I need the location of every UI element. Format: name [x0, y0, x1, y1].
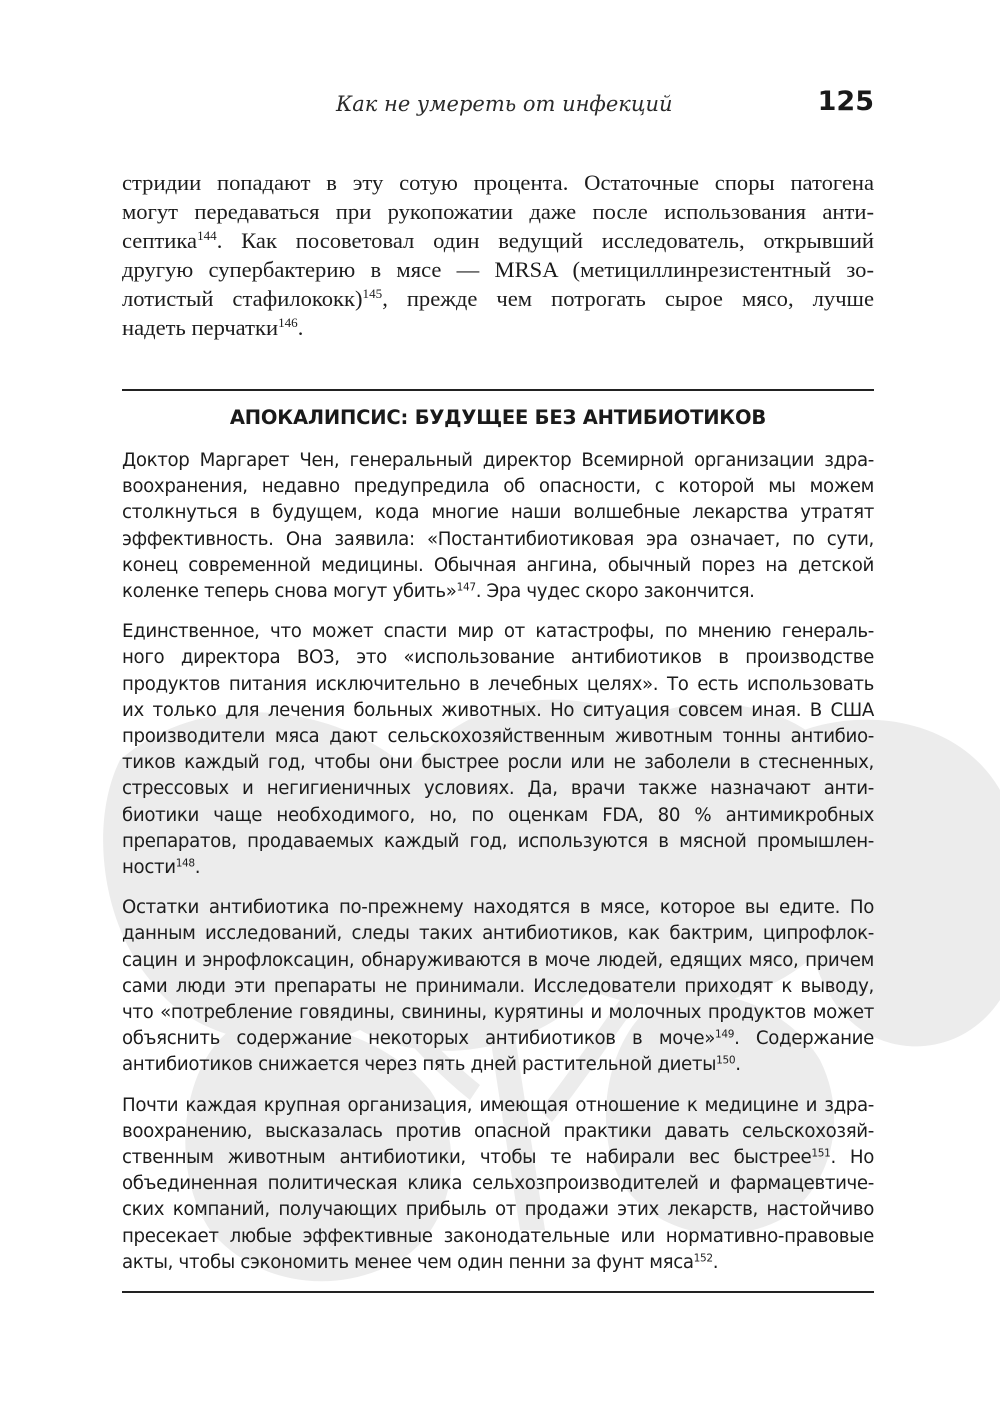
text-line: ности$^{148}$. — [122, 857, 201, 879]
text-line: тиков каждый год, чтобы они быстрее росли или не заболели в стесненных, — [122, 752, 874, 774]
text-line: могут передаваться при рукопожатии даже после использования анти- — [122, 199, 874, 224]
footnote-ref[interactable]: 145 — [362, 285, 383, 301]
sidebar-paragraph-1 — [122, 448, 874, 605]
footnote-ref[interactable]: 149 — [715, 1028, 735, 1041]
sidebar-paragraph-4 — [122, 1093, 874, 1276]
text-line: ственным животным антибиотики, чтобы те набирали вес быстрее$^{151}$. Но — [122, 1147, 875, 1169]
text-line: коленке теперь снова могут убить»$^{147}$. Эра чудес скоро закончится. — [122, 581, 755, 603]
footnote-ref[interactable]: 151 — [811, 1147, 831, 1160]
text-line: сами люди эти препараты не принимали. Исследователи приходят к выводу, — [122, 975, 874, 997]
running-title: Как не умереть от инфекций — [336, 92, 673, 116]
text-line: ного директора ВОЗ, это «использование антибиотиков в производстве — [122, 647, 874, 669]
text-line: лотистый стафилококк)$^{145}$, прежде чем потрогать сырое мясо, лучше — [122, 285, 874, 311]
footnote-ref[interactable]: 148 — [175, 857, 195, 870]
text-line: стридии попадают в эту сотую процента. Остаточные споры патогена — [122, 170, 874, 195]
text-line: сацин и энрофлоксацин, обнаруживаются в моче людей, едящих мясо, причем — [122, 949, 874, 971]
footnote-ref[interactable]: 152 — [693, 1252, 713, 1265]
sidebar-top-rule — [122, 389, 874, 391]
main-text-block — [122, 168, 874, 342]
text-line: Единственное, что может спасти мир от катастрофы, по мнению генераль- — [122, 621, 874, 643]
text-line: конец современной медицины. Обычная ангина, обычный порез на детской — [122, 554, 874, 576]
text-line: ских компаний, получающих прибыль от продажи этих лекарств, настойчиво — [122, 1199, 874, 1221]
sidebar-paragraph-3 — [122, 895, 874, 1078]
sidebar-title: АПОКАЛИПСИС: БУДУЩЕЕ БЕЗ АНТИБИОТИКОВ — [229, 406, 767, 429]
text-line: эффективность. Она заявила: «Постантибиотиковая эра означает, по сути, — [122, 528, 874, 550]
text-line: другую супербактерию в мясе — MRSA (метициллинрезистентный зо- — [122, 257, 874, 282]
text-line: их только для лечения больных животных. Но ситуация совсем иная. В США — [122, 699, 874, 721]
text-line: продуктов питания исключительно в лечебных целях». То есть использовать — [122, 673, 874, 695]
running-header — [122, 86, 874, 122]
footnote-ref[interactable]: 146 — [278, 314, 298, 330]
text-line: септика$^{144}$. Как посоветовал один ведущий исследователь, открывший — [122, 227, 874, 253]
text-line: биотики чаще необходимого, но, по оценкам FDA, 80 % антимикробных — [122, 804, 874, 826]
text-line: надеть перчатки$^{146}$. — [122, 314, 304, 340]
text-line: данным исследований, следы таких антибиотиков, как бактрим, ципрофлок- — [122, 923, 874, 945]
sidebar-body — [122, 448, 874, 1290]
text-line: что «потребление говядины, свинины, курятины и молочных продуктов может — [122, 1002, 874, 1024]
footnote-ref[interactable]: 150 — [716, 1054, 736, 1067]
page-number: 125 — [817, 86, 874, 117]
text-line: объединенная политическая клика сельхозпроизводителей и фармацевтиче- — [122, 1173, 874, 1195]
text-line: пресекает любые эффективные законодательные или нормативно-правовые — [122, 1225, 874, 1247]
sidebar-bottom-rule — [122, 1291, 874, 1293]
text-line: воохранения, недавно предупредила об опасности, с которой мы можем — [122, 476, 874, 498]
footnote-ref[interactable]: 144 — [197, 227, 217, 243]
text-line: стрессовых и негигиеничных условиях. Да, врачи также назначают анти- — [122, 778, 874, 800]
text-line: производители мяса дают сельскохозяйственным животным тонны антибио- — [122, 726, 874, 748]
text-line: Почти каждая крупная организация, имеющая отношение к медицине и здра- — [122, 1094, 874, 1116]
text-line: объяснить содержание некоторых антибиотиков в моче»$^{149}$. Содержание — [122, 1028, 874, 1050]
footnote-ref[interactable]: 147 — [456, 581, 476, 594]
text-line: акты, чтобы сэкономить менее чем один пенни за фунт мяса$^{152}$. — [122, 1251, 719, 1273]
main-paragraph — [122, 168, 874, 342]
text-line: препаратов, продаваемых каждый год, используются в мясной промышлен- — [122, 830, 874, 852]
text-line: Остатки антибиотика по-прежнему находятся в мясе, которое вы едите. По — [122, 897, 874, 919]
text-line: Доктор Маргарет Чен, генеральный директор Всемирной организации здра- — [122, 450, 874, 471]
text-line: столкнуться в будущем, кода многие наши волшебные лекарства утратят — [122, 502, 874, 524]
text-line: воохранению, высказалась против опасной практики давать сельскохозяй- — [122, 1120, 874, 1142]
text-line: антибиотиков снижается через пять дней растительной диеты$^{150}$. — [122, 1054, 741, 1076]
sidebar-paragraph-2 — [122, 619, 874, 881]
